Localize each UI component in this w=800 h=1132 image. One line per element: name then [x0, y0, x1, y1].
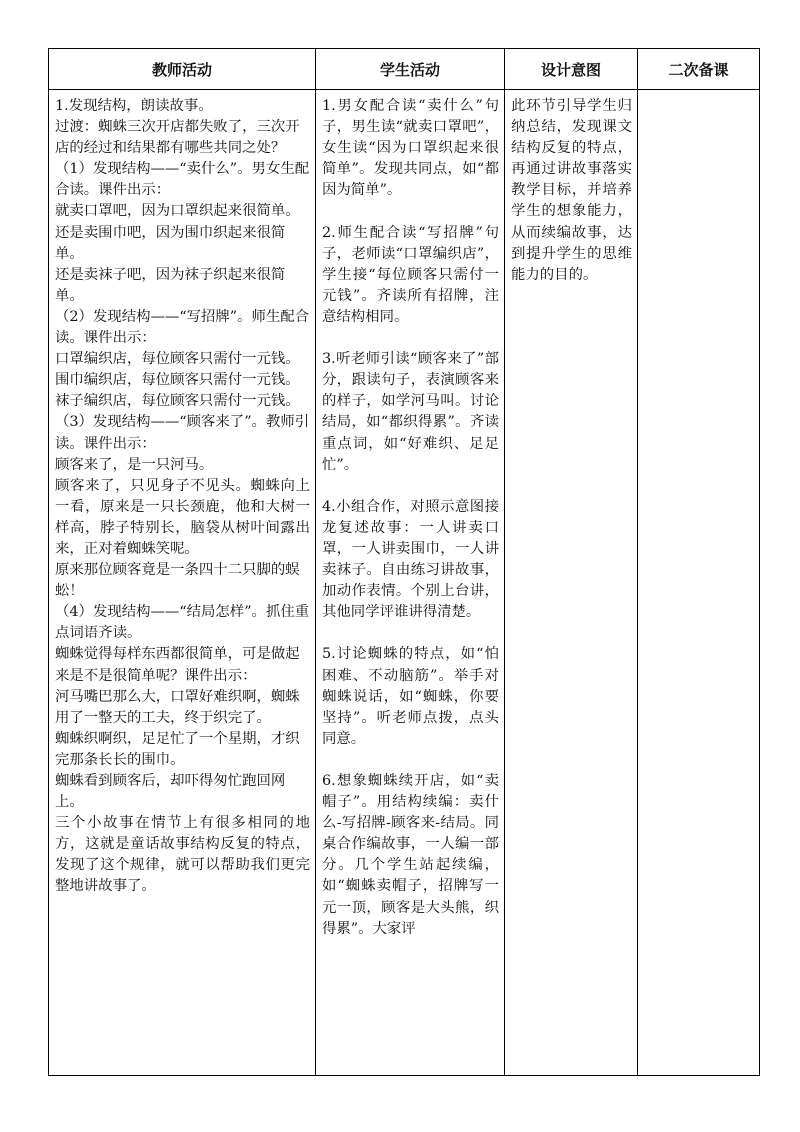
lesson-plan-table: [48, 48, 760, 1076]
teacher-line: 蜘蛛织啊织，足足忙了一个星期，才织完那条长长的围巾。: [55, 730, 300, 768]
header-row: [49, 49, 760, 90]
student-paragraph: 1.男女配合读“卖什么”句子，男生读“就卖口罩吧”，女生读“因为口罩织起来很简单”。发现共同点，如“都因为简单”。: [322, 98, 499, 199]
teacher-line: 还是卖围巾吧，因为围巾织起来很简单。: [55, 224, 286, 262]
teacher-line: 1.发现结构，朗读故事。: [55, 98, 213, 114]
teacher-line: 河马嘴巴那么大，口罩好难织啊，蜘蛛用了一整天的工夫，终于织完了。: [55, 688, 300, 726]
teacher-line: 蜘蛛看到顾客后，却吓得匆忙跑回网上。: [55, 773, 286, 811]
student-activity-cell: [316, 90, 505, 1076]
header-design-intent: 设计意图: [505, 49, 638, 90]
design-intent-cell: [505, 90, 638, 1076]
header-teacher-activity: 教师活动: [49, 49, 316, 90]
student-paragraph: 5.讨论蜘蛛的特点，如“怕困难、不动脑筋”。举手对蜘蛛说话，如“蜘蛛，你要坚持”。听老师点拨，点头同意。: [322, 646, 499, 747]
teacher-line: 口罩编织店，每位顾客只需付一元钱。: [55, 351, 300, 368]
teacher-line: 蜘蛛觉得每样东西都很简单，可是做起来是不是很简单呢？课件出示：: [55, 646, 300, 684]
teacher-line: 三个小故事在情节上有很多相同的地方，这就是童话故事结构反复的特点，发现了这个规律，就可以帮助我们更完整地讲故事了。: [55, 815, 310, 895]
teacher-line: 袜子编织店，每位顾客只需付一元钱。: [55, 393, 300, 410]
teacher-line: 就卖口罩吧，因为口罩织起来很简单。: [55, 203, 300, 220]
student-paragraph: 2.师生配合读“写招牌”句子，老师读“口罩编织店”，学生接“每位顾客只需付一元钱”。齐读所有招牌，注意结构相同。: [322, 224, 499, 325]
teacher-line: 围巾编织店，每位顾客只需付一元钱。: [55, 372, 300, 389]
teacher-line: 顾客来了，是一只河马。: [55, 456, 214, 473]
paragraph-gap: [322, 201, 499, 222]
second-prep-cell[interactable]: [638, 90, 760, 1076]
paragraph-gap: [322, 328, 499, 349]
teacher-line: （2）发现结构——“写招牌”。师生配合读。课件出示：: [55, 308, 310, 347]
teacher-line: （3）发现结构——“顾客来了”。教师引读。课件出示：: [55, 414, 310, 452]
paragraph-gap: [322, 750, 499, 771]
student-paragraph: 4.小组合作，对照示意图接龙复述故事：一人讲卖口罩，一人讲卖围巾，一人讲卖袜子。自由练习讲故事，加动作表情。个别上台讲，其他同学评谁讲得清楚。: [322, 498, 499, 621]
teacher-line: （4）发现结构——“结局怎样”。抓住重点词语齐读。: [55, 604, 310, 642]
teacher-activity-cell: [49, 90, 316, 1076]
student-paragraph: 3.听老师引读“顾客来了”部分，跟读句子，表演顾客来的样子，如学河马叫。讨论结局，如“都织得累”。齐读重点词，如“好难织、足足忙”。: [322, 351, 499, 473]
teacher-line: （1）发现结构——“卖什么”。男女生配合读。课件出示：: [55, 161, 310, 199]
content-row: [49, 90, 760, 1076]
design-intent-text: 此环节引导学生归纳总结，发现课文结构反复的特点，再通过讲故事落实教学目标，并培养学生的想象能力，从而续编故事，达到提升学生的思维能力的目的。: [511, 98, 632, 283]
header-student-activity: 学生活动: [316, 49, 505, 90]
paragraph-gap: [322, 476, 499, 497]
teacher-line: 原来那位顾客竟是一条四十二只脚的蜈蚣！: [55, 562, 300, 600]
teacher-line: 顾客来了，只见身子不见头。蜘蛛向上一看，原来是一只长颈鹿，他和大树一样高，脖子特别长，脑袋从树叶间露出来，正对着蜘蛛笑呢。: [55, 477, 310, 557]
header-second-prep: 二次备课: [638, 49, 760, 90]
paragraph-gap: [322, 623, 499, 644]
teacher-line: 过渡：蜘蛛三次开店都失败了，三次开店的经过和结果都有哪些共同之处？: [55, 119, 300, 157]
student-paragraph: 6.想象蜘蛛续开店，如“卖帽子”。用结构续编：卖什么-写招牌-顾客来-结局。同桌合作编故事，一人编一部分。几个学生站起续编，如“蜘蛛卖帽子，招牌写一元一顶，顾客是大头熊，织得累”。大家评: [322, 773, 499, 937]
teacher-line: 还是卖袜子吧，因为袜子织起来很简单。: [55, 266, 286, 304]
